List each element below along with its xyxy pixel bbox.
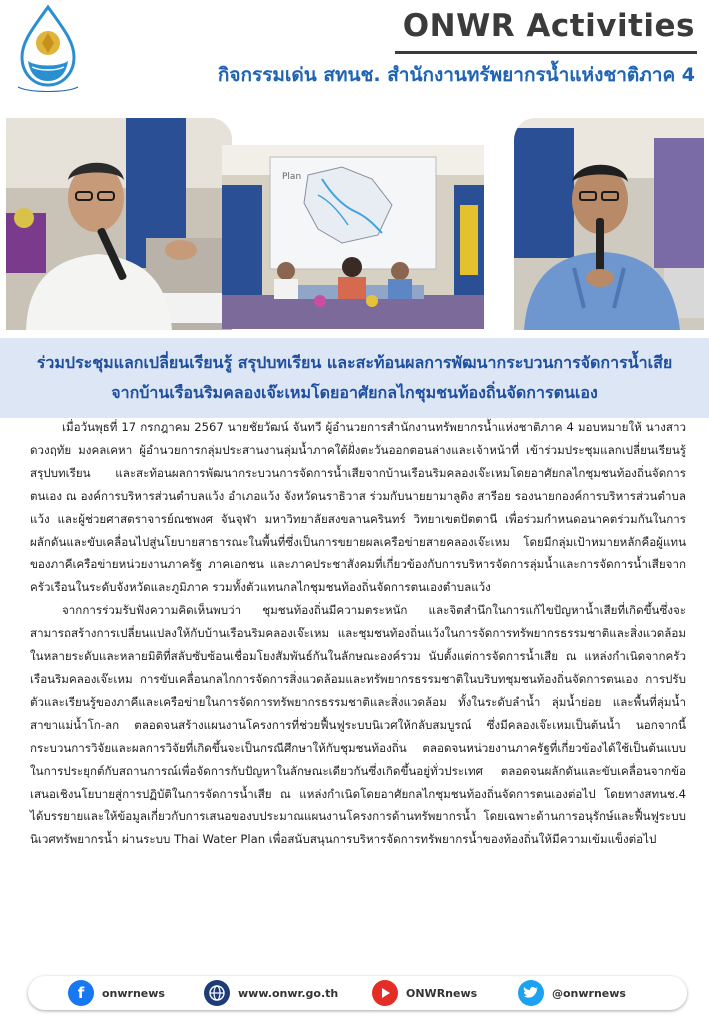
onwr-logo bbox=[14, 5, 82, 95]
youtube-link[interactable] bbox=[372, 980, 477, 1006]
photo-speaker-right bbox=[514, 118, 704, 330]
page-title: ONWR Activities bbox=[402, 8, 695, 44]
photo-speaker-left bbox=[6, 118, 232, 330]
twitter-label: @onwrnews bbox=[552, 986, 626, 1000]
website-label: www.onwr.go.th bbox=[238, 986, 339, 1000]
twitter-icon bbox=[518, 980, 544, 1006]
globe-icon bbox=[204, 980, 230, 1006]
website-link[interactable] bbox=[204, 980, 338, 1006]
photo-meeting-room bbox=[222, 145, 484, 329]
youtube-label: ONWRnews bbox=[406, 986, 478, 1000]
facebook-icon: f bbox=[68, 980, 94, 1006]
article-body bbox=[30, 416, 686, 851]
page-subtitle: กิจกรรมเด่น สทนช. สำนักงานทรัพยากรน้ำแห่งชาติภาค 4 bbox=[217, 64, 695, 86]
slide-title-text: Plan bbox=[282, 172, 302, 182]
title-divider bbox=[395, 51, 697, 54]
body-paragraph-2: จากการร่วมรับฟังความคิดเห็นพบว่า ชุมชนท้องถิ่นมีความตระหนัก และจิตสำนึกในการแก้ไขปัญหาน้ำเสียที่เกิดขึ้นซึ่งจะสามารถสร้างการเปลี่ยนแปลงให้กับบ้านเรือนริมคลองเจ๊ะเหม และชุมชนท้องถิ่นแว้งในการจัดการทรัพยากรธรรมชาติและสิ่งแวดล้อมในหลายระดับและหลายมิติที่สลับซับซ้อนเชื่อมโยงสัมพันธ์กันในลักษณะองค์รวม นับตั้งแต่การจัดการน้ำเสีย ณ แหล่งกำเนิดจากครัวเรือนริมคลองเจ๊ะเหม การขับเคลื่อนกลไกการจัดการสิ่งแวดล้อมและทรัพยากรธรรมชาติในบริบทชุมชนท้องถิ่นจัดการตนเอง การปรับตัวและเรียนรู้ของภาคีและเครือข่ายในการจัดการทรัพยากรธรรมชาติและสิ่งแวดล้อม ทั้งในระดับลำน้ำ ลุ่มน้ำย่อย และพื้นที่ลุ่มน้ำสาขาแม่น้ำโก-ลก ตลอดจนสร้างแผนงานโครงการที่ช่วยฟื้นฟูระบบนิเวศให้กลับสมบูรณ์ ซึ่งมีคลองเจ๊ะเหมเป็นต้นน้ำ นอกจากนี้กระบวนการวิจัยและผลการวิจัยที่เกิดขึ้นจะเป็นกรณีศึกษาให้กับชุมชนท้องถิ่น ตลอดจนหน่วยงานภาครัฐที่เกี่ยวข้องได้ใช้เป็นต้นแบบในการประยุกต์กับสถานการณ์เพื่อจัดการกับปัญหาในลักษณะเดียวกันซึ่งเกิดขึ้นอยู่ทั่วประเทศ ตลอดจนผลักดันและขับเคลื่อนจากข้อเสนอเชิงนโยบายสู่การปฏิบัติในการจัดการน้ำเสีย ณ แหล่งกำเนิดโดยอาศัยกลไกชุมชนท้องถิ่นจัดการตนเองต่อไป โดยทางสทนช.4 ได้บรรยายและให้ข้อมูลเกี่ยวกับการเสนอของบประมาณแผนงานโครงการด้านทรัพยากรน้ำ โดยเฉพาะด้านการอนุรักษ์และฟื้นฟูระบบนิเวศทรัพยากรน้ำ ผ่านระบบ Thai Water Plan เพื่อสนับสนุนการบริหารจัดการทรัพยากรน้ำของท้องถิ่นให้มีความเข้มแข็งต่อไป bbox=[30, 603, 686, 847]
facebook-label: onwrnews bbox=[102, 986, 165, 1000]
twitter-link[interactable] bbox=[518, 980, 626, 1006]
headline-line-1: ร่วมประชุมแลกเปลี่ยนเรียนรู้ สรุปบทเรียน และสะท้อนผลการพัฒนากระบวนการจัดการน้ำเสีย bbox=[36, 353, 673, 372]
photo-strip bbox=[0, 112, 709, 338]
headline-line-2: จากบ้านเรือนริมคลองเจ๊ะเหมโดยอาศัยกลไกชุมชนท้องถิ่นจัดการตนเอง bbox=[111, 383, 598, 402]
youtube-icon bbox=[372, 980, 398, 1006]
article-headline bbox=[0, 348, 709, 408]
page-header bbox=[0, 0, 709, 108]
social-footer bbox=[0, 962, 709, 1024]
facebook-link[interactable] bbox=[68, 980, 165, 1006]
body-paragraph-1: เมื่อวันพุธที่ 17 กรกฎาคม 2567 นายชัยวัฒน์ จันทวี ผู้อำนวยการสำนักงานทรัพยากรน้ำแห่งชาติภาค 4 มอบหมายให้ นางสาวดวงฤทัย มงคลเคหา ผู้อำนวยการกลุ่มประสานงานลุ่มน้ำภาคใต้ฝั่งตะวันออกตอนล่างและเจ้าหน้าที่ เข้าร่วมประชุมแลกเปลี่ยนเรียนรู้ สรุปบทเรียน และสะท้อนผลการพัฒนากระบวนการจัดการน้ำเสียจากบ้านเรือนริมคลองเจ๊ะเหมโดยอาศัยกลไกชุมชนท้องถิ่นจัดการตนเอง ณ องค์การบริหารส่วนตำบลแว้ง อำเภอแว้ง จังหวัดนราธิวาส ร่วมกับนายยามาลูดิง สารีอย รองนายกองค์การบริหารส่วนตำบลแว้ง และผู้ช่วยศาสตราจารย์ณชพงศ จันจุฬา มหาวิทยาลัยสงขลานครินทร์ วิทยาเขตปัตตานี เพื่อร่วมกำหนดอนาคตร่วมกันในการผลักดันและขับเคลื่อนไปสู่นโยบายสาธารณะในพื้นที่ซึ่งเป็นการขยายผลเครือข่ายสายคลองเจ๊ะเหม โดยมีกลุ่มเป้าหมายหลักคือผู้แทนของภาคีเครือข่ายหน่วยงานภาครัฐ ภาคเอกชน และภาคประชาสังคมที่เกี่ยวข้องกับการบริหารจัดการลุ่มน้ำและการจัดการน้ำเสียจากครัวเรือนในระดับจังหวัดและภูมิภาค รวมทั้งตัวแทนกลไกชุมชนท้องถิ่นจัดการตนเองตำบลแว้ง bbox=[30, 420, 686, 595]
